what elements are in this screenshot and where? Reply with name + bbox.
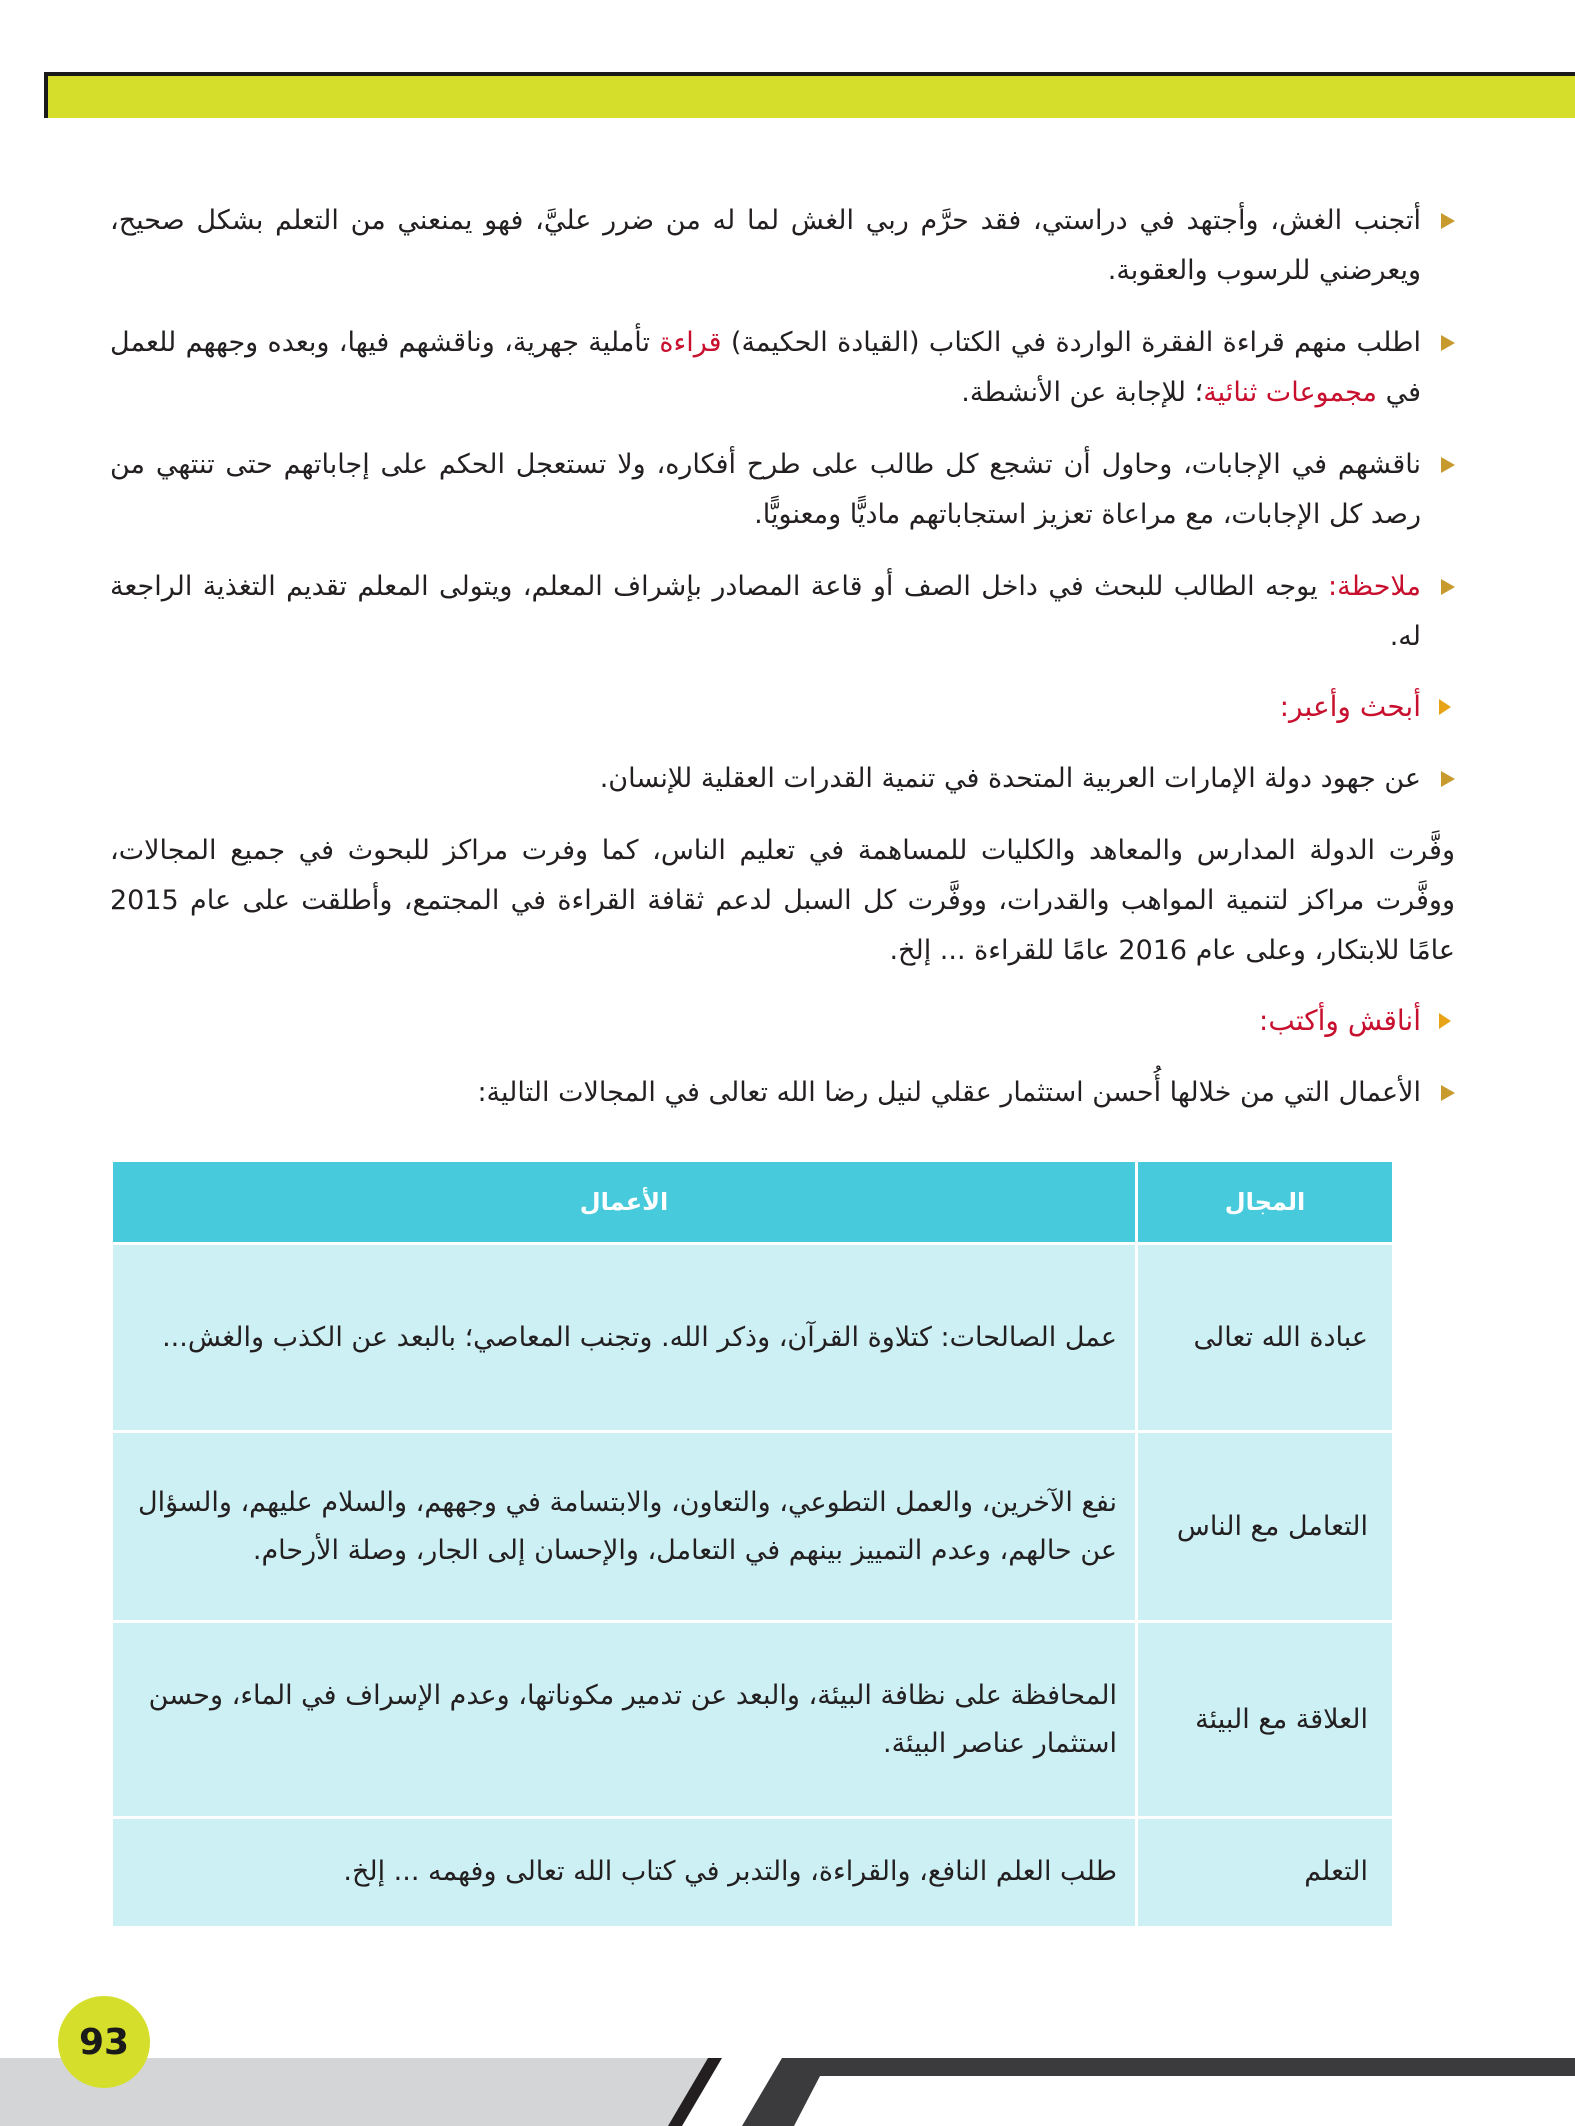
works-cell: طلب العلم النافع، والقراءة، والتدبر في كتاب الله تعالى وفهمه ... إلخ. bbox=[112, 1818, 1137, 1926]
works-cell: المحافظة على نظافة البيئة، والبعد عن تدمير مكوناتها، وعدم الإسراف في الماء، وحسن استثمار عناصر البيئة. bbox=[112, 1622, 1137, 1818]
page-content bbox=[110, 196, 1455, 1140]
bullet-paragraph-1 bbox=[110, 196, 1455, 296]
section-heading-research bbox=[110, 684, 1455, 730]
bullet-triangle-icon bbox=[1441, 771, 1455, 787]
heading-text: أناقش وأكتب: bbox=[1258, 1004, 1421, 1037]
page-number-badge: 93 bbox=[58, 1996, 150, 2088]
highlight-reading: قراءة bbox=[659, 327, 722, 358]
bullet-paragraph-2 bbox=[110, 318, 1455, 418]
section-heading-discuss bbox=[110, 998, 1455, 1044]
bullet-triangle-icon bbox=[1441, 457, 1455, 473]
top-decorative-bar bbox=[44, 72, 1575, 118]
bullet-triangle-icon bbox=[1441, 1085, 1455, 1101]
bullet-triangle-icon bbox=[1441, 213, 1455, 229]
field-cell: التعامل مع الناس bbox=[1137, 1432, 1393, 1622]
table-row bbox=[112, 1622, 1393, 1818]
paragraph-text-part: تأملية جهرية، وناقشهم فيها، وبعده وجههم للعمل في bbox=[110, 327, 1421, 408]
field-cell: العلاقة مع البيئة bbox=[1137, 1622, 1393, 1818]
heading-arrow-icon bbox=[1439, 699, 1451, 715]
header-works: الأعمال bbox=[112, 1162, 1137, 1244]
field-cell: التعلم bbox=[1137, 1818, 1393, 1926]
heading-text: أبحث وأعبر: bbox=[1279, 690, 1421, 723]
discuss-bullet-text: الأعمال التي من خلالها أُحسن استثمار عقلي لنيل رضا الله تعالى في المجالات التالية: bbox=[477, 1077, 1421, 1108]
bullet-paragraph-3 bbox=[110, 440, 1455, 540]
header-field: المجال bbox=[1137, 1162, 1393, 1244]
note-label: ملاحظة: bbox=[1328, 571, 1421, 602]
bottom-decorative-bar bbox=[0, 2058, 1575, 2126]
bullet-triangle-icon bbox=[1441, 579, 1455, 595]
paragraph-text: ناقشهم في الإجابات، وحاول أن تشجع كل طالب على طرح أفكاره، ولا تستعجل الحكم على إجاباتهم حتى تنتهي من رصد كل الإجابات، مع مراعاة تعزيز استجاباتهم ماديًّا ومعنويًّا. bbox=[110, 449, 1421, 530]
table-row bbox=[112, 1244, 1393, 1432]
works-cell: عمل الصالحات: كتلاوة القرآن، وذكر الله. وتجنب المعاصي؛ بالبعد عن الكذب والغش... bbox=[112, 1244, 1137, 1432]
table-header-row bbox=[112, 1162, 1393, 1244]
bullet-triangle-icon bbox=[1441, 335, 1455, 351]
research-body: وفَّرت الدولة المدارس والمعاهد والكليات للمساهمة في تعليم الناس، كما وفرت مراكز للبحوث في جميع المجالات، ووفَّرت مراكز لتنمية المواهب والقدرات، ووفَّرت كل السبل لدعم ثقافة القراءة في المجتمع، وأطلقت على عام 2015 عامًا للابتكار، وعلى عام 2016 عامًا للقراءة ... إلخ. bbox=[110, 835, 1455, 966]
paragraph-text-part: ؛ للإجابة عن الأنشطة. bbox=[961, 377, 1204, 408]
works-table bbox=[110, 1162, 1392, 1926]
research-bullet bbox=[110, 754, 1455, 804]
bottom-white-inset bbox=[794, 2076, 1575, 2126]
highlight-pair-groups: مجموعات ثنائية bbox=[1203, 377, 1377, 408]
discuss-bullet bbox=[110, 1068, 1455, 1118]
heading-arrow-icon bbox=[1439, 1013, 1451, 1029]
works-cell: نفع الآخرين، والعمل التطوعي، والتعاون، والابتسامة في وجههم، والسلام عليهم، والسؤال عن حالهم، وعدم التمييز بينهم في التعامل، والإحسان إلى الجار، وصلة الأرحام. bbox=[112, 1432, 1137, 1622]
note-text: يوجه الطالب للبحث في داخل الصف أو قاعة المصادر بإشراف المعلم، ويتولى المعلم تقديم التغذية الراجعة له. bbox=[110, 571, 1421, 652]
bullet-paragraph-note bbox=[110, 562, 1455, 662]
field-cell: عبادة الله تعالى bbox=[1137, 1244, 1393, 1432]
paragraph-text-part: اطلب منهم قراءة الفقرة الواردة في الكتاب (القيادة الحكيمة) bbox=[721, 327, 1422, 358]
table-row bbox=[112, 1432, 1393, 1622]
table-row bbox=[112, 1818, 1393, 1926]
research-bullet-text: عن جهود دولة الإمارات العربية المتحدة في تنمية القدرات العقلية للإنسان. bbox=[599, 763, 1421, 794]
paragraph-text: أتجنب الغش، وأجتهد في دراستي، فقد حرَّم ربي الغش لما له من ضرر عليَّ، فهو يمنعني من التعلم بشكل صحيح، ويعرضني للرسوب والعقوبة. bbox=[110, 205, 1421, 286]
